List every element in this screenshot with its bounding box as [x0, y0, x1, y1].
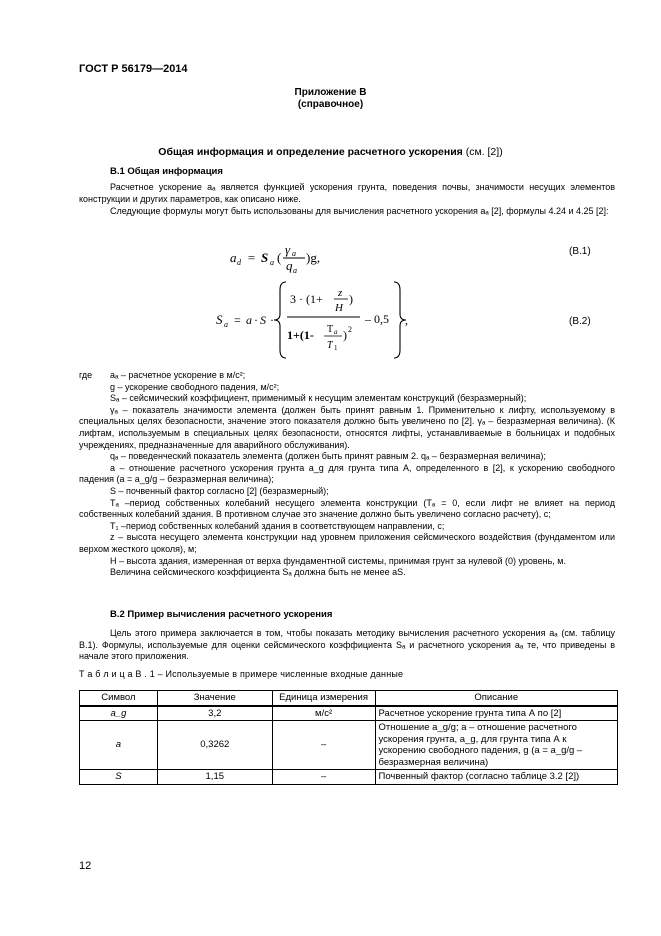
svg-text:z: z [338, 287, 343, 299]
definition-g: g – ускорение свободного падения, м/с²; [110, 381, 280, 392]
svg-text:q: q [286, 258, 293, 273]
cell-value: 0,3262 [157, 721, 272, 770]
section-b2-heading: В.2 Пример вычисления расчетного ускорения [110, 609, 333, 620]
svg-text:S: S [216, 312, 223, 327]
standard-header: ГОСТ Р 56179—2014 [79, 63, 188, 75]
table-row [80, 770, 618, 785]
svg-text:S: S [261, 250, 269, 265]
cell-description: Почвенный фактор (согласно таблице 3.2 [2]) [375, 770, 617, 785]
svg-text:2: 2 [348, 325, 352, 334]
svg-text:a: a [292, 249, 296, 258]
cell-symbol: a_g [80, 706, 158, 721]
section-b1-paragraph-2: Следующие формулы могут быть использованы для вычисления расчетного ускорения aₐ [2], формулы 4.24 и 4.25 [2]: [110, 206, 609, 216]
table-caption: Т а б л и ц а В . 1 – Используемые в примере численные входные данные [79, 669, 404, 679]
cell-value: 1,15 [157, 770, 272, 785]
column-header: Единица измерения [272, 691, 375, 706]
definition-ta: Tₐ –период собственных колебаний несущего элемента конструкции (Tₐ = 0, если лифт не влияет на период собственных колебаний здания. В противном случае это значение должно быть увеличено согласно расчету), с; [79, 497, 615, 520]
svg-text:): ) [343, 328, 347, 342]
svg-text:a: a [246, 313, 252, 327]
column-header: Значение [157, 691, 272, 706]
main-title [0, 146, 661, 158]
appendix-heading [0, 87, 661, 111]
definition-gamma: γₐ – показатель значимости элемента (должен быть принят равным 1. Применительно к лифту, используемому в специальных целях безопасности, значение этого показателя должно быть увеличено по [2]. γₐ – безразмерная величина). (К лифтам, используемым в специальных целях безопасности, относятся лифты, устанавливаемые в больницах и подобных учреждениях, предназначенные для аварийного обслуживания). [79, 404, 615, 450]
definition-h: H – высота здания, измеренная от верха фундаментной системы, принимая грунт за нулевой (0) уровень, м. [110, 555, 566, 566]
cell-value: 3,2 [157, 706, 272, 721]
cell-unit: – [272, 721, 375, 770]
svg-text:a: a [230, 250, 237, 265]
section-b1-paragraph-1: Расчетное ускорение aₐ является функцией ускорения грунта, поведения почвы, значимости несущих элементов конструкции и других параметров, как описано ниже. [79, 182, 615, 204]
svg-text:=: = [247, 250, 256, 265]
main-title-text: Общая информация и определение расчетного ускорения [158, 146, 463, 158]
input-data-table [79, 690, 618, 785]
table-header-row [80, 691, 618, 706]
formula-b2-number: (В.2) [569, 316, 591, 327]
svg-text:– 0,5: – 0,5 [365, 312, 389, 326]
definition-t1: T₁ –период собственных колебаний здания в соответствующем направлении, с; [110, 520, 445, 531]
main-title-ref: (см. [2]) [465, 146, 503, 158]
formula-b1 [225, 240, 345, 276]
definition-ad: где aₐ – расчетное ускорение в м/с²; [79, 370, 246, 380]
definition-z: z – высота несущего элемента конструкции над уровнем приложения сейсмического воздействия (фундаментом или верхом жесткого цоколя), м; [79, 532, 615, 554]
seismic-coefficient-limit: Величина сейсмического коэффициента Sₐ должна быть не менее aS. [110, 567, 406, 578]
svg-text:·: · [270, 313, 274, 327]
table-row [80, 706, 618, 721]
svg-text:·: · [254, 313, 258, 327]
where-label: где [79, 370, 93, 380]
svg-text:(: ( [277, 250, 282, 265]
svg-text:1+(1-: 1+(1- [287, 328, 314, 342]
formula-b2 [210, 276, 410, 361]
svg-text:a: a [224, 320, 228, 329]
cell-unit: – [272, 770, 375, 785]
svg-text:3 · (1+: 3 · (1+ [290, 292, 323, 306]
appendix-note: (справочное) [297, 99, 364, 110]
cell-unit: м/с² [272, 706, 375, 721]
cell-symbol: S [80, 770, 158, 785]
cell-symbol: a [80, 721, 158, 770]
definition-s: S – почвенный фактор согласно [2] (безразмерный); [110, 485, 329, 496]
svg-text:=: = [234, 313, 241, 327]
svg-text:)g,: )g, [306, 250, 321, 265]
section-b1-heading: В.1 Общая информация [110, 166, 223, 177]
cell-description: Отношение a_g/g; a – отношение расчетного ускорения грунта, a_g, для грунта типа А к ускорению свободного падения, g (a = a_g/g – безразмерная величина) [375, 721, 617, 770]
appendix-title: Приложение В [294, 87, 367, 98]
svg-text:S: S [260, 313, 266, 327]
definitions-list [79, 370, 615, 579]
svg-text:γ: γ [285, 242, 291, 257]
svg-text:T: T [327, 324, 334, 335]
page-number: 12 [79, 860, 92, 872]
column-header: Описание [375, 691, 617, 706]
svg-text:a: a [270, 258, 274, 267]
section-b2-paragraph: Цель этого примера заключается в том, чтобы показать методику вычисления расчетного ускорения aₐ (см. таблицу В.1). Формулы, используемые для оценки сейсмического коэффициента Sₐ и расчетного ускорения aₐ те, что приведены в начале этого приложения. [79, 628, 615, 662]
svg-text:a: a [334, 328, 338, 336]
table-row [80, 721, 618, 770]
svg-text:,: , [405, 313, 408, 327]
definition-a: a – отношение расчетного ускорения грунта a_g для грунта типа А, определенного в [2], к ускорению свободного падения (a = a_g/g – безразмерная величина); [79, 462, 615, 485]
svg-text:T: T [327, 340, 333, 351]
cell-description: Расчетное ускорение грунта типа А по [2] [375, 706, 617, 721]
svg-text:H: H [335, 302, 343, 314]
svg-text:1: 1 [334, 344, 338, 352]
column-header: Символ [80, 691, 158, 706]
svg-text:a: a [293, 266, 297, 275]
definition-qa: qₐ – поведенческий показатель элемента (должен быть принят равным 2. qₐ – безразмерная величина); [110, 451, 546, 462]
svg-text:): ) [349, 292, 353, 306]
svg-text:d: d [237, 258, 241, 267]
formula-b1-number: (В.1) [569, 246, 591, 257]
definition-sa: Sₐ – сейсмический коэффициент, применимый к несущим элементам конструкций (безразмерный); [110, 393, 527, 404]
